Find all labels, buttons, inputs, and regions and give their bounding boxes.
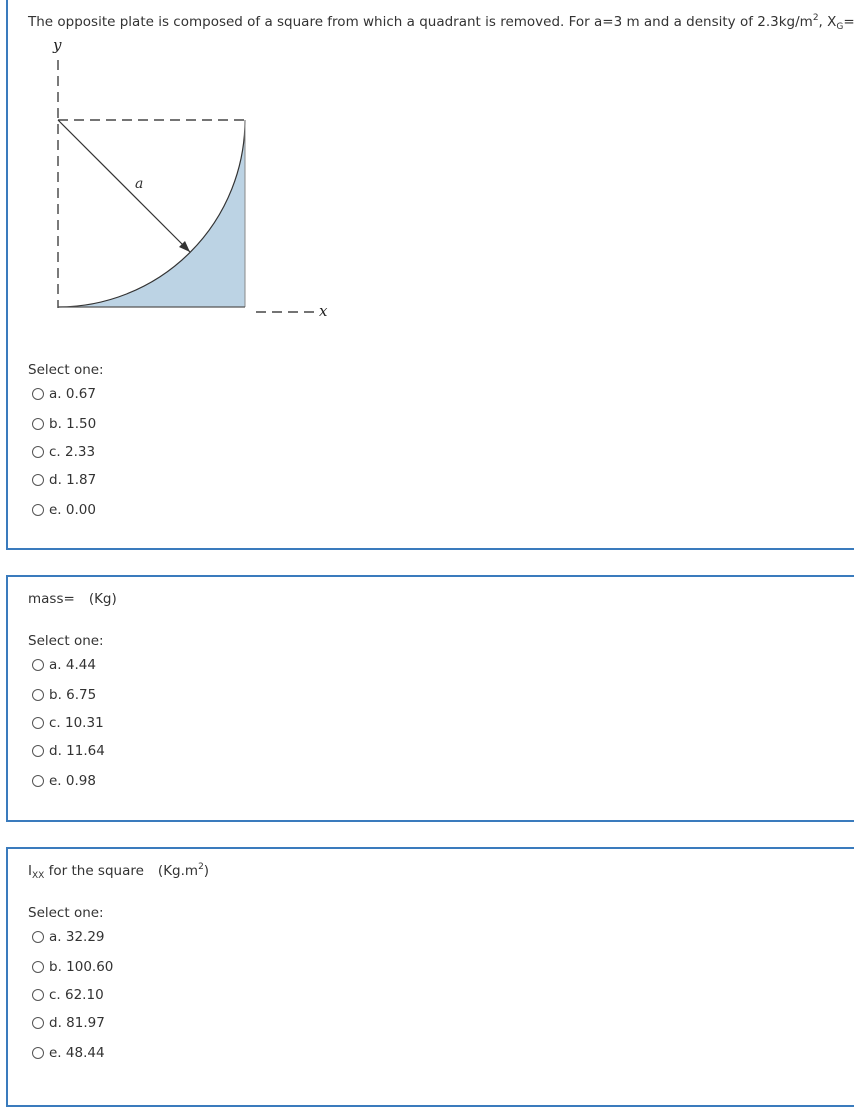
unit-label: (Kg) — [88, 591, 117, 607]
option-label: e. 0.00 — [49, 502, 96, 518]
radio-icon[interactable] — [32, 659, 44, 671]
option-a[interactable] — [32, 386, 96, 402]
unit-label: (Kg.m — [157, 863, 199, 879]
option-label: d. 81.97 — [49, 1015, 105, 1031]
plate-figure — [2, 0, 342, 324]
question-card-1 — [6, 0, 854, 550]
y-axis-label: y — [53, 36, 62, 54]
option-label: b. 100.60 — [49, 959, 114, 975]
question-text — [28, 591, 117, 607]
radio-icon[interactable] — [32, 474, 44, 486]
radio-icon[interactable] — [32, 689, 44, 701]
question-text-i: I — [28, 863, 32, 879]
option-label: a. 32.29 — [49, 929, 105, 945]
subscript: XX — [31, 871, 45, 881]
radio-icon[interactable] — [32, 1047, 44, 1059]
question-card-2 — [6, 575, 854, 822]
option-label: a. 4.44 — [49, 657, 96, 673]
radio-icon[interactable] — [32, 1017, 44, 1029]
option-b[interactable] — [32, 959, 113, 975]
select-one-label: Select one: — [28, 633, 104, 649]
option-d[interactable] — [32, 743, 105, 759]
option-label: d. 11.64 — [49, 743, 105, 759]
radio-icon[interactable] — [32, 989, 44, 1001]
option-d[interactable] — [32, 1015, 105, 1031]
radio-icon[interactable] — [32, 745, 44, 757]
option-e[interactable] — [32, 1045, 105, 1061]
radius-arrow — [58, 120, 190, 252]
question-card-3 — [6, 847, 854, 1107]
radio-icon[interactable] — [32, 717, 44, 729]
superscript: 2 — [812, 13, 819, 23]
superscript: 2 — [198, 862, 204, 872]
radio-icon[interactable] — [32, 961, 44, 973]
radio-icon[interactable] — [32, 504, 44, 516]
subscript: G — [836, 22, 844, 32]
question-text-end: = — [843, 14, 855, 30]
question-text-main: The opposite plate is composed of a square from which a quadrant is removed. For a=3 m and a density of 2.3kg/m — [28, 14, 813, 30]
radio-icon[interactable] — [32, 418, 44, 430]
select-one-label: Select one: — [28, 905, 104, 921]
question-text — [28, 863, 209, 879]
option-b[interactable] — [32, 416, 96, 432]
radio-icon[interactable] — [32, 931, 44, 943]
radio-icon[interactable] — [32, 388, 44, 400]
radio-icon[interactable] — [32, 446, 44, 458]
option-label: c. 62.10 — [49, 987, 104, 1003]
option-label: a. 0.67 — [49, 386, 96, 402]
unit-label-end: ) — [203, 863, 210, 879]
question-text-main: for the square — [44, 863, 144, 879]
option-a[interactable] — [32, 929, 105, 945]
option-e[interactable] — [32, 502, 96, 518]
option-label: d. 1.87 — [49, 472, 97, 488]
question-text-main: mass= — [28, 591, 75, 607]
option-label: b. 1.50 — [49, 416, 97, 432]
option-c[interactable] — [32, 987, 104, 1003]
x-axis-label: x — [319, 302, 328, 320]
select-one-label: Select one: — [28, 362, 104, 378]
option-a[interactable] — [32, 657, 96, 673]
option-c[interactable] — [32, 444, 95, 460]
option-label: c. 2.33 — [49, 444, 96, 460]
radio-icon[interactable] — [32, 775, 44, 787]
option-label: e. 0.98 — [49, 773, 96, 789]
radius-label: a — [135, 176, 144, 192]
option-b[interactable] — [32, 687, 96, 703]
option-label: e. 48.44 — [49, 1045, 105, 1061]
option-d[interactable] — [32, 472, 96, 488]
option-e[interactable] — [32, 773, 96, 789]
option-c[interactable] — [32, 715, 104, 731]
question-text-mid: , X — [818, 14, 837, 30]
option-label: b. 6.75 — [49, 687, 97, 703]
option-label: c. 10.31 — [49, 715, 104, 731]
